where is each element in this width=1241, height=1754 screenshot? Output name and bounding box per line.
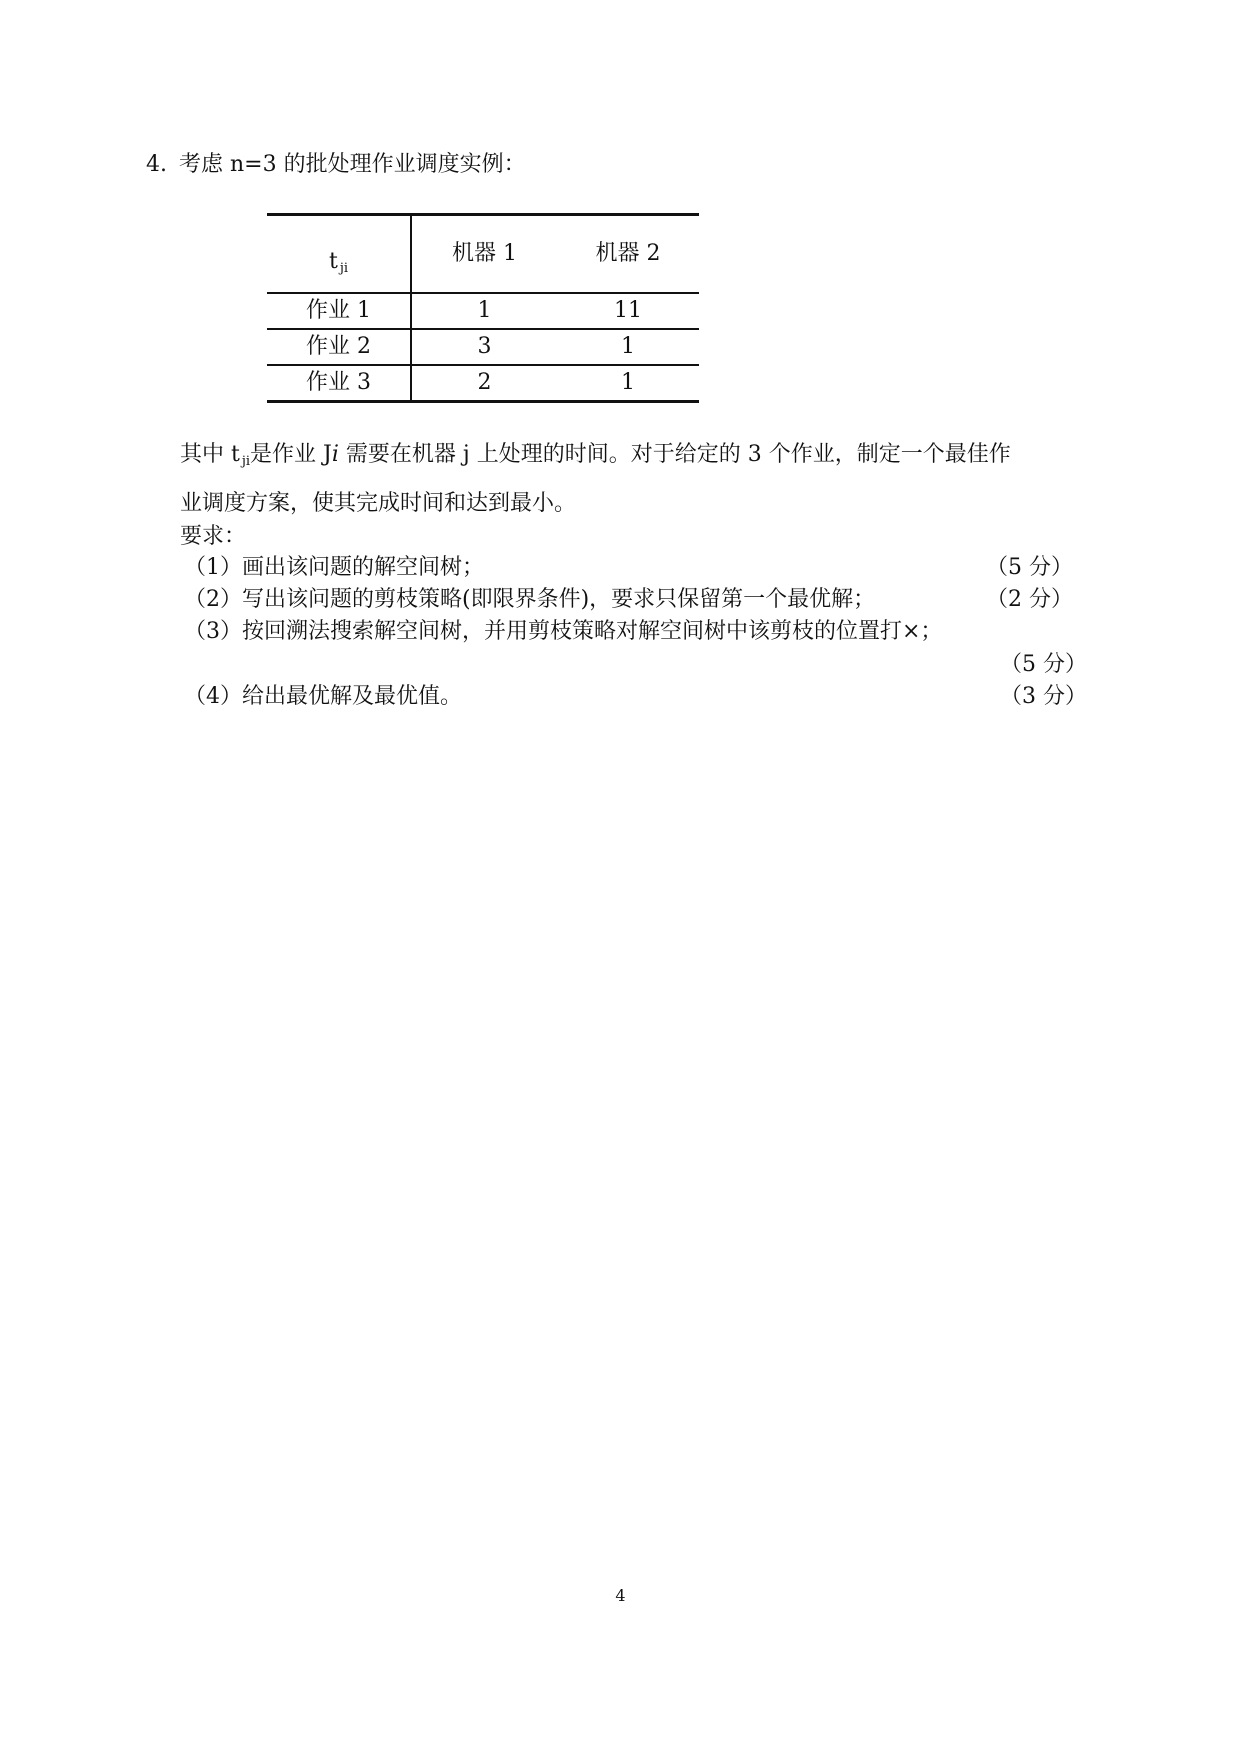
description-italic-i: i [331, 442, 339, 467]
table-cell: 2 [411, 365, 557, 402]
table-cell: 1 [557, 365, 699, 402]
row-label: 作业 1 [267, 293, 411, 329]
table-row [267, 365, 699, 402]
table-cell: 1 [411, 293, 557, 329]
description-part-a: 是作业 J [250, 442, 332, 467]
requirement-score-4: （3 分） [1000, 684, 1087, 709]
corner-subscript: ji [339, 261, 349, 276]
description-symbol: t [231, 442, 242, 467]
requirement-item-3: （3）按回溯法搜索解空间树，并用剪枝策略对解空间树中该剪枝的位置打×； [184, 619, 943, 644]
question-heading [146, 150, 526, 180]
row-label: 作业 2 [267, 329, 411, 365]
requirement-item-4: （4）给出最优解及最优值。 [184, 684, 462, 709]
table-row [267, 293, 699, 329]
table-header-row [267, 215, 699, 294]
requirement-score-2: （2 分） [986, 587, 1073, 612]
corner-symbol: t [328, 249, 340, 274]
table-cell: 3 [411, 329, 557, 365]
row-label: 作业 3 [267, 365, 411, 402]
requirement-score-3: （5 分） [1000, 652, 1087, 677]
description-prefix: 其中 [180, 442, 231, 467]
question-title: 考虑 n=3 的批处理作业调度实例： [179, 152, 526, 177]
table-corner-cell [267, 215, 411, 294]
description-subscript: ji [241, 454, 251, 469]
requirement-score-1: （5 分） [986, 555, 1073, 580]
description-line-2: 业调度方案，使其完成时间和达到最小。 [180, 491, 577, 516]
question-number: 4. [146, 152, 167, 177]
description-line-1 [180, 440, 1011, 477]
requirement-item-1: （1）画出该问题的解空间树； [184, 555, 484, 580]
table-row [267, 329, 699, 365]
table-cell: 11 [557, 293, 699, 329]
requirement-item-2: （2）写出该问题的剪枝策略(即限界条件)，要求只保留第一个最优解； [184, 587, 876, 612]
table-cell: 1 [557, 329, 699, 365]
description-part-b: 需要在机器 j 上处理的时间。对于给定的 3 个作业，制定一个最佳作 [338, 442, 1011, 467]
header-machine-1: 机器 1 [411, 215, 557, 294]
page-number: 4 [615, 1586, 626, 1605]
header-machine-2: 机器 2 [557, 215, 699, 294]
processing-time-table [267, 213, 699, 403]
requirements-label: 要求： [180, 524, 247, 549]
